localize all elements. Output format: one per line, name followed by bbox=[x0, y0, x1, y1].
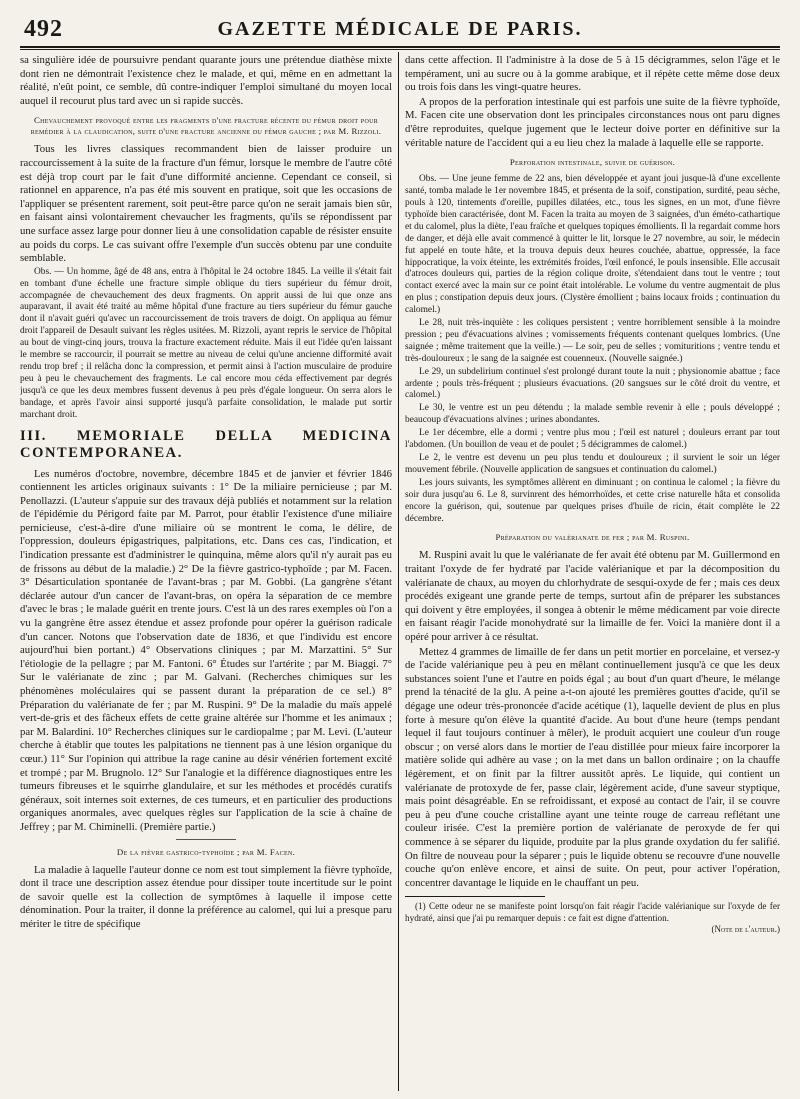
perforation-intro: A propos de la perforation intestinale qui est parfois une suite de la fièvre typhoïde, M. Facen cite une observation dont les principales circonstances nous ont paru dignes d'être reproduites, quelque jugement que le lecteur doive porter en définitive sur la véritable nature de l'accident qui a eu lieu chez la malade à laquelle elle se rapporte. bbox=[405, 95, 780, 149]
observation-day-30: Le 30, le ventre est un peu détendu ; la malade semble revenir à elle ; pouls développé ; beaucoup d'évacuations alvines ; urines abondantes. bbox=[405, 403, 780, 426]
section-heading-fracture: Chevauchement provoqué entre les fragments d'une fracture récente du fémur droit pour remédier à la claudication, suite d'une fracture ancienne du fémur gauche ; par M. Rizzoli. bbox=[30, 115, 382, 137]
page-number: 492 bbox=[24, 16, 63, 42]
right-column bbox=[405, 54, 780, 1093]
fracture-paragraph: Tous les livres classiques recommandent bien de laisser produire un raccourcissement à la suite de la fracture d'un fémur, lorsque le membre de l'autre côté est déjà trop court par le fait d'une difformité ancienne. Cependant ce conseil, si rationnel en apparence, n'a pas été mis souvent en pratique, soit que les occasions de l'appliquer se présentent rarement, soit peut-être parce qu'on ne serait jamais bien sûr, en faisant ainsi volontairement chevaucher les fragments, qu'ils se répondissent par une surface assez large pour donner lieu à une consolidation capable de résister ensuite au poids du corps. Le cas suivant offre l'exemple d'un succès obtenu par une conduite semblable. bbox=[20, 143, 392, 265]
observation-day-29: Le 29, un subdelirium continuel s'est prolongé durant toute la nuit ; physionomie abattue ; face ardente ; pouls très-fréquent ; plusieurs évacuations. (20 sangsues sur le côté droit du ventre, et calomel.) bbox=[405, 366, 780, 401]
ruspini-paragraph-2: Mettez 4 grammes de limaille de fer dans un petit mortier en porcelaine, et versez-y de l'acide valérianique peu à peu en mêlant continuellement jusqu'à ce que les deux substances soient l'une et l'autre en poids égal ; au bout d'un quart d'heure, le mélange prend la ténacité de la glu. A peine a-t-on ajouté les premières gouttes d'acide, qu'il se dégage une odeur très-prononcée d'acide acétique (1), laquelle devient de plus en plus forte à mesure qu'on élève la quantité d'acide. Au bout d'une heure (temps pendant lequel il faut toujours continuer à mêler), le produit acquiert une couleur d'un rouge obscur ; on versé alors dans le mortier de l'eau distillée pour mieux faire incorporer la matière solide qui adhère au vase ; on la met dans un ballon ordinaire ; on la chauffe légèrement, et on finit par la filtrer aussitôt après. Le liquide, qui contient un valérianate de protoxyde de fer, passe clair, légèrement acide, d'une saveur styptique, mais point désagréable. En se refroidissant, et exposé au contact de l'air, il se couvre peu à peu d'une couche cristalline ayant une teinte rouge de carreau reflétant une couleur irisée. C'est la première portion de valérianate de peroxyde de fer qui commence à se séparer du liquide, produite par la plus grande oxydation du fer salifié. On filtre de nouveau pour la séparer ; puis le liquide obtenu se recouvre d'une nouvelle couche qu'on enlève encore, et ainsi de suite. On peut, pour activer l'opération, concentrer davantage le liquide en le chauffant un peu. bbox=[405, 645, 780, 889]
section-heading-perforation: Perforation intestinale, suivie de guérison. bbox=[509, 157, 676, 168]
fracture-observation: Obs. — Un homme, âgé de 48 ans, entra à l'hôpital le 24 octobre 1845. La veille il s'était fait en tombant d'une échelle une fracture simple oblique du tiers supérieur du fémur droit, accompagnée de chevauchement des deux fragments. On apprit aussi de lui que onze ans auparavant, il avait été traité au même hôpital d'une fracture au tiers supérieur du fémur gauche dont il n'avait guéri qu'avec un raccourcissement de trois travers de doigt. On appliqua au fémur droit l'appareil de Desault suivant les règles usitées. M. Rizzoli, ayant repris le service de l'hôpital au bout de vingt-cinq jours, trouva la fracture exactement réduite. Mais il eut l'idée qu'en laissant le membre se raccourcir, il pourrait se mettre au niveau de celui qu'une ancienne difformité avait rendu trop bref ; il relâcha donc la compression, et permit ainsi à l'action musculaire de produire peu à peu le chevauchement des fragments. Le cal encore mou céda effectivement par degrés jusqu'à ce que les deux membres fussent devenus à peu près d'égale longueur. On serra alors le bandage, et après l'avoir ainsi supporté jusqu'à parfaite consolidation, le malade put sortir marchant droit. bbox=[20, 266, 392, 420]
observation-day-28: Le 28, nuit très-inquiète : les coliques persistent ; ventre horriblement sensible à la moindre pression ; peu d'évacuations alvines ; vomissements fréquents contenant quelques lombrics. (Une saignée ; même traitement que la veille.) — Le soir, peu de selles ; vomituritions ; ventre tendu et très-douloureux ; le sang de la saignée est couenneux. (Nouvelle saignée.) bbox=[405, 318, 780, 364]
section-heading-memoriale: III. MEMORIALE DELLA MEDICINA CONTEMPORANEA. bbox=[20, 427, 392, 461]
footnote-text: (1) Cette odeur ne se manifeste point lorsqu'on fait réagir l'acide valérianique sur l'oxyde de fer hydraté, ainsi que j'ai pu remarquer depuis : ce fait est digne d'attention. bbox=[405, 901, 780, 923]
footnote-signature: (Note de l'auteur.) bbox=[711, 924, 780, 935]
perforation-observation: Obs. — Une jeune femme de 22 ans, bien développée et ayant joui jusque-là d'une excellente santé, tomba malade le 1er novembre 1845, et présenta de la soif, constipation, surdité, peau sèche, pouls à 120, tintements d'oreille, pupilles dilatées, etc., tous les signes, en un mot, d'une fièvre typhoïde bien caractérisée, dont M. Facen la traita au moyen de 3 saignées, d'un éméto-cathartique et du calomel, plus la diète, l'eau fraîche et quelques topiques émollients. Il la regardait comme hors de danger, et déjà elle avait commencé à quitter le lit, lorsque le 27 novembre, au soir, le médecin fut appelé en toute hâte, et la trouva depuis deux heures couchée, abattue, oppressée, la face hippocratique, la voix éteinte, les extrémités froides, l'œil enfoncé, le pouls insensible. Elle accusait d'atroces douleurs qui, parties de la région colique droite, s'étendaient dans tout le ventre ; tout contact exercé avec la main sur ce point était intolérable. Le volume du ventre augmentait de plus en plus ; constipation depuis deux jours. (Clystère émollient ; bains locaux froids ; continuation du calomel.) bbox=[405, 174, 780, 316]
page-header bbox=[20, 8, 780, 48]
column-divider bbox=[398, 52, 399, 1091]
ruspini-paragraph-1: M. Ruspini avait lu que le valérianate de fer avait été obtenu par M. Guillermond en traitant l'oxyde de fer hydraté par l'acide valérianique et par la décomposition du valérianate de chaux, au moyen du chlorhydrate de sesqui-oxyde de fer ; mais ces deux procédés exigeant une grande perte de temps, surtout afin de préparer les substances qui doivent y être employées, il songea à obtenir le même médicament par voie directe en faisant réagir l'acide monohydraté sur la limaille de fer. Voici la manière dont il a opéré pour arriver à ce résultat. bbox=[405, 549, 780, 643]
section-heading-fievre: De la fièvre gastrico-typhoïde ; par M. Facen. bbox=[116, 846, 296, 857]
observation-following-days: Les jours suivants, les symptômes allèrent en diminuant ; on continua le calomel ; la fièvre du soir dura jusqu'au 6. Le 8, survinrent des hémorrhoïdes, et cette crise naturelle hâta et consolida encore la guérison, qui, soutenue par quelques prises d'huile de ricin, était complète le 22 décembre. bbox=[405, 477, 780, 524]
observation-dec-2: Le 2, le ventre est devenu un peu plus tendu et douloureux ; il survient le soir un léger mouvement fébrile. (Nouvelle application de sangsues et continuation du calomel.) bbox=[405, 453, 780, 475]
left-column bbox=[20, 54, 392, 1093]
memoriale-paragraph: Les numéros d'octobre, novembre, décembre 1845 et de janvier et février 1846 contiennent les articles originaux suivants : 1° De la miliaire pernicieuse ; par M. Penollazzi. (L'auteur s'appuie sur des travaux déjà publiés et notamment sur la relation de l'épidémie du Périgord faite par M. Parrot, pour établir l'existence d'une miliaire pernicieuse, c'est-à-dire d'une miliaire où se montrent le coma, le délire, de l'oppression, douleurs épigastriques, palpitations, etc. Dans ces cas, l'indication, et l'indication pressante est d'administrer le quinquina, même alors qu'il n'y aurait pas eu de frissons au début de la maladie.) 2° De la fièvre gastrico-typhoïde ; par M. Facen. 3° Désarticulation spontanée de l'avant-bras ; par M. Gobbi. (La gangrène s'étant déclarée autour d'un cancer de l'avant-bras, on opéra la séparation de ce membre d'avec le bras ; le malade guérit en trente jours. C'est là un des rares exemples où l'on a vu la gangrène être assez étendue et assez profonde pour opérer la guérison radicale d'un cancer. Notons que l'observation date de 1836, et que l'individu est encore aujourd'hui bien portant.) 4° Observations cliniques ; par M. Marzattini. 5° Sur l'étiologie de la pellagre ; par M. Fantoni. 6° Études sur l'artérite ; par M. Biaggi. 7° Sur le valérianate de zinc ; par M. Galvani. (Recherches chimiques sur les phénomènes moléculaires qui se passent durant la préparation de ce sel.) 8° Préparation du valérianate de fer ; par M. Ruspini. 9° De la maladie du maïs appelé vert-de-gris et des fâcheux effets de cette graine altérée sur l'homme et les animaux ; par M. Balardini. 10° Recherches cliniques sur le cardiopalme ; par M. Levi. (L'auteur cherche à établir que toutes les palpitations ne tiennent pas à une lésion organique du cœur.) 11° Sur l'opinion qui attribue la rage canine au désir vénérien fortement excité et trompé ; par M. Brugnolo. 12° Sur l'analogie et la différence diagnostiques entre les tumeurs fibreuses et le squirrhe glandulaire, et sur les méthodes et procédés curatifs généraux, soit internes soit externes, de ces tumeurs, et en particulier des productions organiques anormales, avec quelques règles sur l'application de la scie à chaîne de Jeffrey ; par M. Chiminelli. (Première partie.) bbox=[20, 467, 392, 833]
footnote bbox=[405, 901, 780, 936]
footnote-rule bbox=[405, 896, 545, 897]
journal-title: GAZETTE MÉDICALE DE PARIS. bbox=[217, 18, 583, 40]
continued-paragraph-right: dans cette affection. Il l'administre à la dose de 5 à 15 décigrammes, selon l'âge et le tempérament, uni au sucre ou à la gomme arabique, et il répète cette même dose deux ou trois fois dans les vingt-quatre heures. bbox=[405, 54, 780, 94]
separator bbox=[176, 839, 236, 840]
section-heading-valerianate: Préparation du valérianate de fer ; par M. Ruspini. bbox=[495, 532, 690, 543]
fievre-paragraph: La maladie à laquelle l'auteur donne ce nom est tout simplement la fièvre typhoïde, dont il trace une description assez étendue pour dissiper toute incertitude sur le point de savoir quelle est la collection de symptômes à laquelle il impose cette dénomination. Pour la traiter, il donne la préférence au calomel, qui lui a presque paru mériter le titre de spécifique bbox=[20, 863, 392, 930]
continued-paragraph: sa singulière idée de poursuivre pendant quarante jours une prétendue diathèse mixte dont rien ne démontrait l'existence chez le malade, et qui, même en en admettant la réalité, n'eût point, ce semble, dû contre-indiquer l'emploi simultané du moyen local auquel il recourut plus tard avec un si rapide succès. bbox=[20, 54, 392, 107]
header-rule bbox=[20, 49, 780, 50]
observation-dec-1: Le 1er décembre, elle a dormi ; ventre plus mou ; l'œil est naturel ; douleurs errant par tout l'abdomen. (Un bouillon de veau et de poulet ; 5 décigrammes de calomel.) bbox=[405, 428, 780, 451]
